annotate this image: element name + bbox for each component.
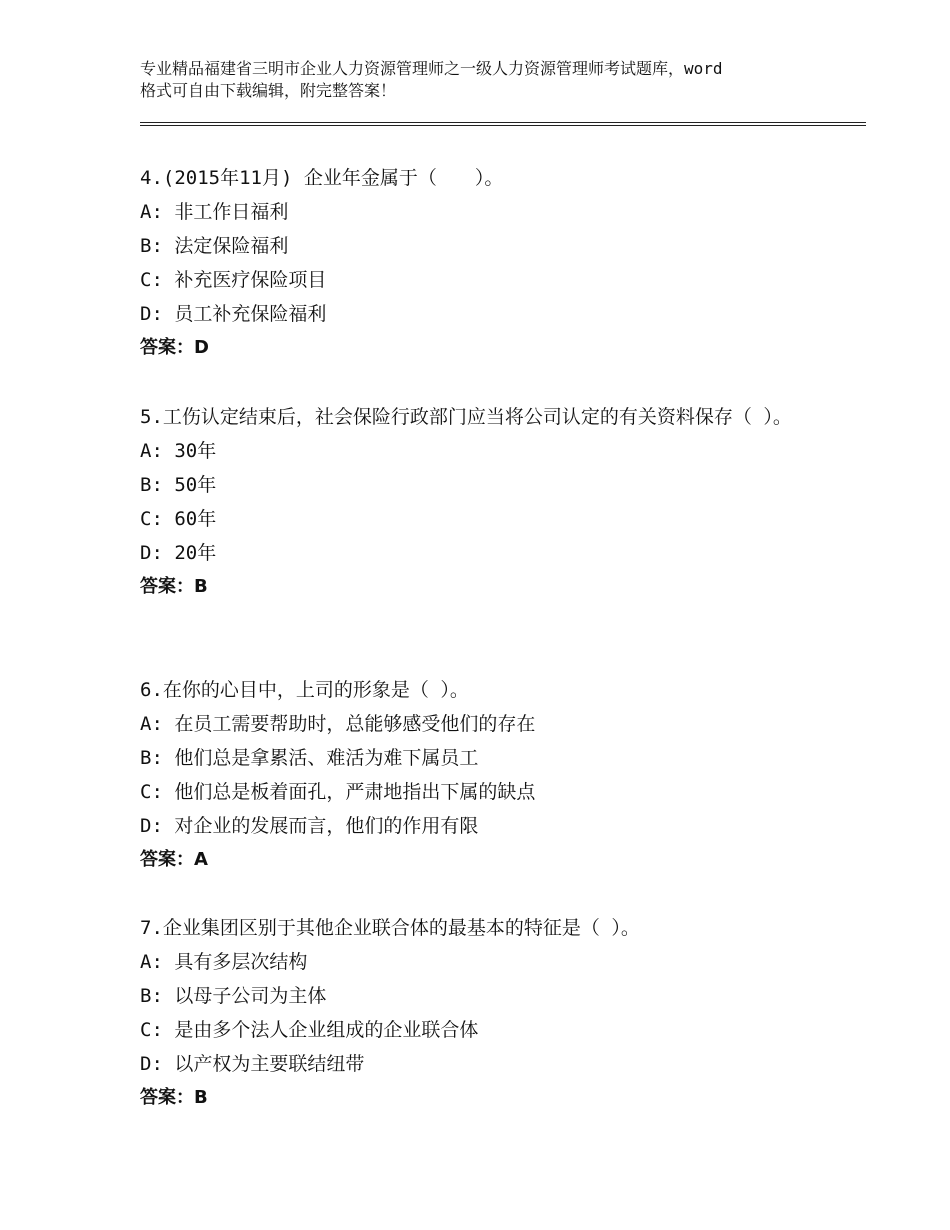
option-b: B: 50年 [140,474,217,496]
option-b: B: 法定保险福利 [140,235,289,257]
answer: 答案：A [140,849,208,870]
document-header [140,58,840,102]
header-divider-top [140,122,866,123]
option-a: A: 在员工需要帮助时，总能够感受他们的存在 [140,713,536,735]
option-a: A: 具有多层次结构 [140,951,308,973]
option-d: D: 20年 [140,542,217,564]
question-stem: 4.(2015年11月) 企业年金属于（ ）。 [140,167,504,189]
option-d: D: 对企业的发展而言，他们的作用有限 [140,815,479,837]
question-stem: 5.工伤认定结束后，社会保险行政部门应当将公司认定的有关资料保存（ ）。 [140,406,792,428]
option-d: D: 员工补充保险福利 [140,303,327,325]
option-b: B: 以母子公司为主体 [140,985,327,1007]
option-a: A: 30年 [140,440,217,462]
question-4 [140,161,820,365]
question-stem: 7.企业集团区别于其他企业联合体的最基本的特征是（ ）。 [140,917,640,939]
header-divider-bottom [140,125,866,126]
answer: 答案：D [140,337,209,358]
option-c: C: 是由多个法人企业组成的企业联合体 [140,1019,479,1041]
option-c: C: 补充医疗保险项目 [140,269,327,291]
option-d: D: 以产权为主要联结纽带 [140,1053,365,1075]
answer: 答案：B [140,1087,208,1108]
answer: 答案：B [140,576,208,597]
question-7 [140,911,820,1115]
option-c: C: 60年 [140,508,217,530]
question-stem: 6.在你的心目中，上司的形象是（ ）。 [140,679,469,701]
option-b: B: 他们总是拿累活、难活为难下属员工 [140,747,479,769]
header-line-2: 格式可自由下载编辑，附完整答案！ [140,81,397,100]
header-line-1: 专业精品福建省三明市企业人力资源管理师之一级人力资源管理师考试题库，word [140,59,723,78]
question-6 [140,673,820,877]
option-a: A: 非工作日福利 [140,201,289,223]
option-c: C: 他们总是板着面孔，严肃地指出下属的缺点 [140,781,536,803]
question-5 [140,400,820,604]
